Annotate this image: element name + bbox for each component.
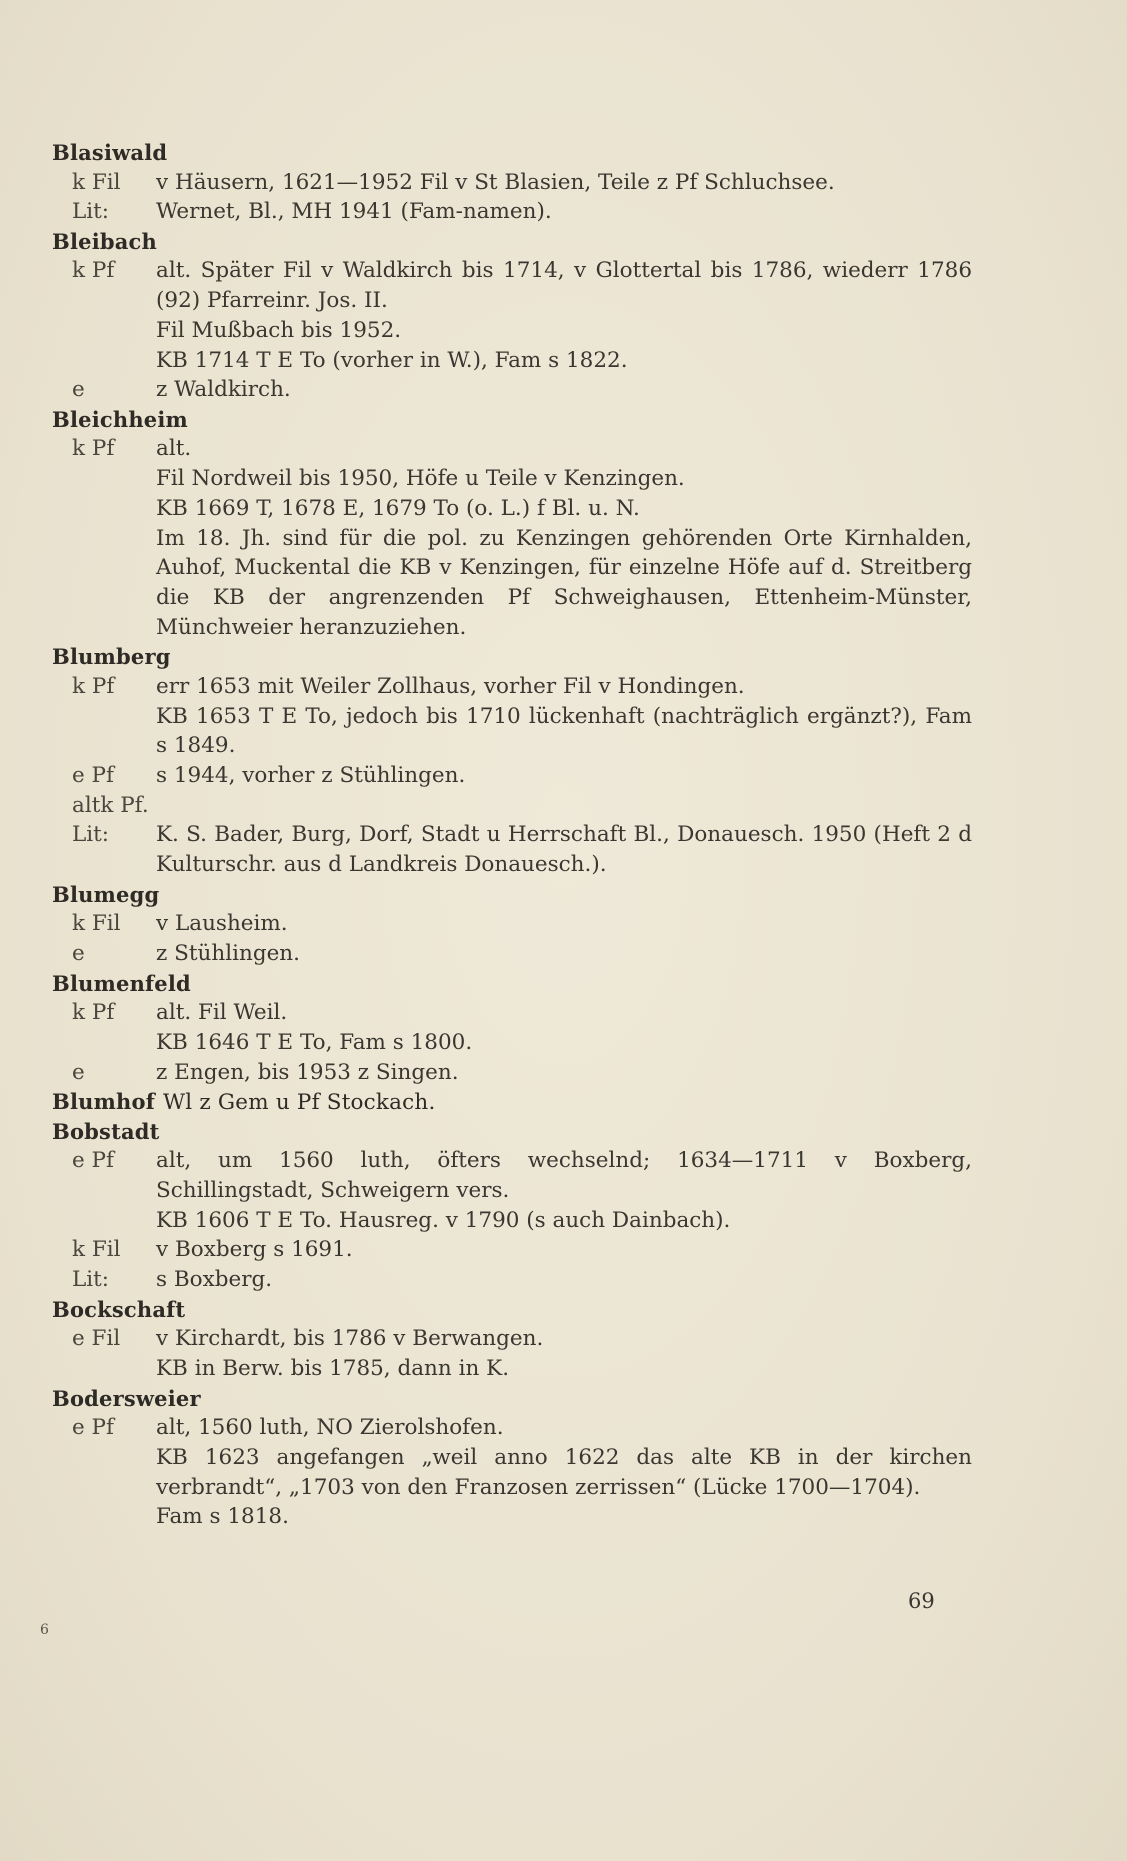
entry (52, 227, 972, 405)
entry-text: alt. (156, 436, 192, 462)
page-number: 69 (908, 1589, 935, 1613)
entry-label: k Pf (72, 436, 115, 462)
entry-line (52, 256, 972, 315)
entry-text: KB 1653 T E To, jedoch bis 1710 lückenhaft (nachträglich ergänzt?), Fam s 1849. (156, 703, 972, 759)
entry-label: k Fil (72, 911, 121, 937)
entry-line (52, 524, 972, 643)
entry-line (52, 1235, 972, 1265)
entry (52, 1087, 972, 1117)
entry-label: e Pf (72, 762, 114, 788)
entry-headword: Bodersweier (52, 1385, 201, 1411)
entry-text: v Boxberg s 1691. (156, 1237, 353, 1263)
entry-line (52, 909, 972, 939)
entry-text: alt, um 1560 luth, öfters wechselnd; 1634—1711 v Boxberg, Schillingstadt, Schweigern vers. (156, 1148, 972, 1203)
entry-headword: Blumhof (52, 1089, 155, 1115)
entry-headword: Bleichheim (52, 406, 188, 432)
entry-line (52, 761, 972, 791)
entry-headword: Blumberg (52, 644, 171, 670)
entry-head-line (52, 1087, 972, 1117)
entry-text: Fam s 1818. (156, 1504, 289, 1530)
entry-label: e Pf (72, 1415, 114, 1441)
entry-headword: Blasiwald (52, 140, 168, 165)
entry-label: k Pf (72, 258, 115, 284)
entry (52, 1117, 972, 1295)
entry-text: alt. Später Fil v Waldkirch bis 1714, v Glottertal bis 1786, wiederr 1786 (92) Pfarreinr. Jos. II. (156, 258, 972, 314)
entry-headword: Bleibach (52, 228, 158, 254)
entry-line (52, 197, 972, 227)
entry-headword: Bobstadt (52, 1118, 160, 1144)
entry-label: Lit: (72, 1267, 110, 1293)
entry-line (52, 820, 972, 879)
entry-label: e (72, 377, 85, 403)
entry-headword: Blumenfeld (52, 970, 191, 996)
entry-text: Fil Nordweil bis 1950, Höfe u Teile v Kenzingen. (156, 466, 685, 492)
entry-line (52, 375, 972, 405)
entry-text: Im 18. Jh. sind für die pol. zu Kenzingen gehörenden Orte Kirnhalden, Auhof, Muckental die KB v Kenzingen, für einzelne Höfe auf d. Streitberg die KB der angrenzenden Pf Schweighausen, Ettenheim-Münster, Münchweier heranzuziehen. (156, 525, 972, 640)
entry-line (52, 464, 972, 494)
entry-text: z Waldkirch. (156, 377, 291, 403)
entry-line (52, 1413, 972, 1443)
entry-label: k Fil (72, 169, 121, 195)
entry (52, 880, 972, 969)
entry-line (52, 434, 972, 464)
entry-line (52, 1324, 972, 1354)
entry-line (52, 316, 972, 346)
entry-text: KB 1714 T E To (vorher in W.), Fam s 1822. (156, 347, 628, 373)
entry-text: v Häusern, 1621—1952 Fil v St Blasien, Teile z Pf Schluchsee. (156, 169, 835, 195)
entry-headword: Blumegg (52, 881, 160, 907)
entry-text: z Stühlingen. (156, 940, 300, 966)
entry-label: k Fil (72, 1237, 121, 1263)
entry (52, 642, 972, 879)
entry-line (52, 1058, 972, 1088)
entry-line (52, 998, 972, 1028)
entry-line (52, 939, 972, 969)
entry-text: alt, 1560 luth, NO Zierolshofen. (156, 1415, 504, 1441)
entry-label: e (72, 940, 85, 966)
entry (52, 405, 972, 642)
entry-text: KB 1646 T E To, Fam s 1800. (156, 1029, 473, 1055)
entry-line (52, 1206, 972, 1236)
entry-text: K. S. Bader, Burg, Dorf, Stadt u Herrschaft Bl., Donauesch. 1950 (Heft 2 d Kulturschr. aus d Landkreis Donauesch.). (156, 822, 972, 878)
entry-line (52, 1443, 972, 1502)
entry-text: alt. Fil Weil. (156, 1000, 288, 1026)
entry-line (52, 346, 972, 376)
entry-label: e Pf (72, 1148, 114, 1174)
entry-line (52, 494, 972, 524)
entry (52, 1295, 972, 1384)
entry-text: Fil Mußbach bis 1952. (156, 317, 402, 343)
entry-label: k Pf (72, 673, 115, 699)
entry-line (52, 1354, 972, 1384)
entry-line (52, 791, 972, 821)
entry-text: Wernet, Bl., MH 1941 (Fam-namen). (156, 199, 552, 225)
entry-text: v Kirchardt, bis 1786 v Berwangen. (156, 1326, 544, 1352)
entry-text: KB 1669 T, 1678 E, 1679 To (o. L.) f Bl. u. N. (156, 495, 640, 521)
entry-text: KB 1606 T E To. Hausreg. v 1790 (s auch Dainbach). (156, 1207, 731, 1233)
entry-text: err 1653 mit Weiler Zollhaus, vorher Fil v Hondingen. (156, 673, 745, 699)
entry-headword: Bockschaft (52, 1296, 186, 1322)
entry-label: e (72, 1059, 85, 1085)
entry (52, 969, 972, 1088)
entry-inline-text: Wl z Gem u Pf Stockach. (162, 1090, 436, 1116)
entry-line (52, 1028, 972, 1058)
entry-text: s Boxberg. (156, 1267, 273, 1293)
entry-text: v Lausheim. (156, 911, 288, 937)
entry-line (52, 168, 972, 198)
entry-text: KB in Berw. bis 1785, dann in K. (156, 1355, 510, 1381)
entry-label: k Pf (72, 1000, 115, 1026)
entry-line (52, 702, 972, 761)
entry-label: Lit: (72, 199, 110, 225)
entry-line (52, 1502, 972, 1532)
entry-text: s 1944, vorher z Stühlingen. (156, 762, 466, 788)
entry-label: altk Pf. (72, 792, 149, 818)
entry (52, 1384, 972, 1532)
entry-text: z Engen, bis 1953 z Singen. (156, 1059, 459, 1085)
entry (52, 138, 972, 227)
signature-mark: 6 (40, 1622, 49, 1638)
entry-label: Lit: (72, 822, 110, 848)
entry-text: KB 1623 angefangen „weil anno 1622 das alte KB in der kirchen verbrandt“, „1703 von den Franzosen zerrissen“ (Lücke 1700—1704). (156, 1444, 972, 1500)
entry-line (52, 1146, 972, 1205)
lexicon-column (52, 138, 972, 1532)
entry-label: e Fil (72, 1326, 121, 1352)
entry-line (52, 1265, 972, 1295)
entry-line (52, 672, 972, 702)
